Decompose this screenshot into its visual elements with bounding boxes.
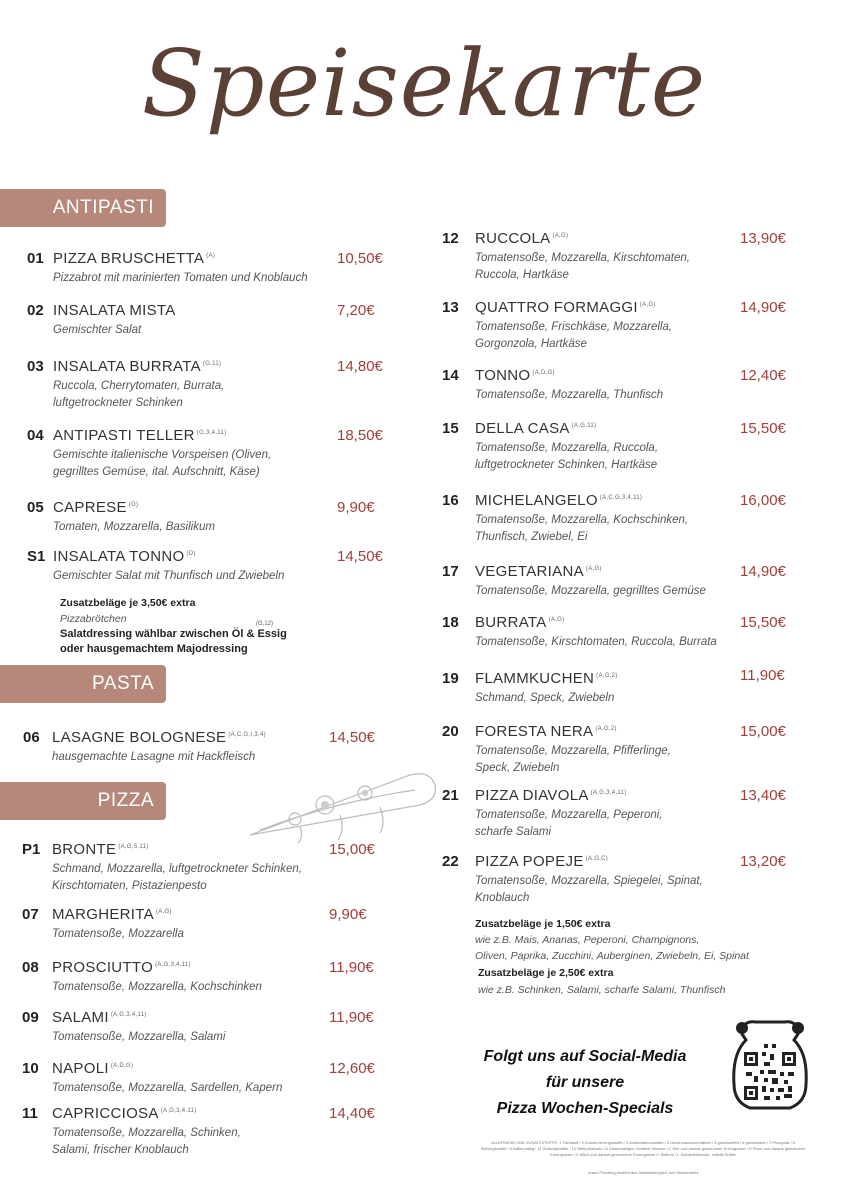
item-name [475, 299, 656, 316]
item-name [475, 492, 642, 509]
menu-title: Speisekarte [141, 30, 707, 137]
item-description [52, 861, 302, 895]
item-allergens: (A,G) [639, 302, 656, 308]
item-description [475, 387, 663, 404]
description-line: Gemischte italienische Vorspeisen (Oliven, [53, 449, 272, 461]
item-name [52, 1009, 147, 1026]
item-allergens: (A,G,5,11) [118, 844, 149, 850]
item-allergens: (A,D,G) [532, 370, 555, 376]
item-allergens: (A,G) [585, 566, 602, 572]
item-name-text: SALAMI [52, 1009, 109, 1026]
item-number: 17 [442, 563, 459, 580]
item-allergens: (A,G,3,4,11) [160, 1108, 197, 1114]
item-allergens: (A,G,11) [571, 423, 597, 429]
description-line: Tomatensoße, Mozzarella [52, 928, 184, 940]
description-line: Tomatensoße, Mozzarella, Kochschinken, [475, 514, 689, 526]
item-number: 02 [27, 302, 44, 319]
description-line: Tomatensoße, Mozzarella, Salami [52, 1031, 226, 1043]
item-name-text: MICHELANGELO [475, 492, 598, 509]
description-line: Tomatensoße, Mozzarella, Schinken, [52, 1127, 241, 1139]
item-price: 12,40€ [740, 367, 786, 384]
item-price: 7,20€ [337, 302, 375, 319]
description-line: gegrilltes Gemüse, ital. Aufschnitt, Käse) [53, 466, 260, 478]
description-line: Speck, Zwiebeln [475, 762, 560, 774]
item-number: 19 [442, 670, 459, 687]
item-price: 18,50€ [337, 427, 383, 444]
dough-note: Unser Pizzateig besteht aus Hartweizengrieß und Weizenmehl [587, 1170, 699, 1175]
antipasti-extra-text: Pizzabrötchen [60, 613, 127, 625]
description-line: Tomatensoße, Mozzarella, Ruccola, [475, 442, 659, 454]
dressing-note-1: Salatdressing wählbar zwischen Öl & Essig [60, 628, 287, 640]
item-number: 09 [22, 1009, 39, 1026]
item-price: 15,50€ [740, 614, 786, 631]
item-description [52, 1125, 241, 1159]
qr-code[interactable] [728, 1014, 812, 1114]
item-description [475, 250, 690, 284]
social-line-3: Pizza Wochen-Specials [496, 1100, 674, 1117]
item-name-text: TONNO [475, 367, 531, 384]
item-name [475, 420, 596, 437]
description-line: Schmand, Mozzarella, luftgetrockneter Schinken, [52, 863, 302, 875]
item-number: 08 [22, 959, 39, 976]
pizza-extra-text-1b: Oliven, Paprika, Zucchini, Auberginen, Zwiebeln, Ei, Spinat [475, 950, 749, 962]
item-name [52, 1105, 197, 1122]
item-name-text: INSALATA MISTA [53, 302, 176, 319]
item-allergens: (A) [206, 253, 216, 259]
item-name-text: DELLA CASA [475, 420, 570, 437]
item-allergens: (A,G,C) [585, 856, 609, 862]
item-allergens: (A,C,G,3,4,11) [599, 495, 643, 501]
description-line: Ruccola, Cherrytomaten, Burrata, [53, 380, 225, 392]
item-price: 11,90€ [329, 959, 374, 976]
description-line: Tomatensoße, Mozzarella, Peperoni, [475, 809, 663, 821]
item-description [52, 1080, 282, 1097]
description-line: luftgetrockneter Schinken [53, 397, 183, 409]
item-description [52, 1029, 225, 1046]
description-line: Tomatensoße, Mozzarella, Thunfisch [475, 389, 664, 401]
section-pasta: PASTA [0, 665, 166, 703]
item-price: 13,20€ [740, 853, 786, 870]
description-line: luftgetrockneter Schinken, Hartkäse [475, 459, 658, 471]
item-name-text: FLAMMKUCHEN [475, 670, 595, 687]
item-name [53, 250, 215, 267]
item-number: 14 [442, 367, 459, 384]
item-allergens: (A,G) [548, 617, 565, 623]
item-description [475, 512, 688, 546]
item-price: 13,90€ [740, 230, 786, 247]
item-number: 05 [27, 499, 44, 516]
social-media-note [455, 1044, 715, 1122]
item-allergens: (D) [186, 551, 196, 557]
item-name-text: PIZZA POPEJE [475, 853, 584, 870]
item-name [475, 670, 618, 687]
item-name [475, 367, 555, 384]
description-line: Pizzabrot mit marinierten Tomaten und Knoblauch [53, 272, 308, 284]
item-name-text: NAPOLI [52, 1060, 109, 1077]
item-description [475, 583, 706, 600]
description-line: Gorgonzola, Hartkäse [475, 338, 587, 350]
item-number: 03 [27, 358, 44, 375]
description-line: Tomatensoße, Mozzarella, Kirschtomaten, [475, 252, 690, 264]
item-allergens: (G) [128, 502, 139, 508]
item-allergens: (A,G,2) [595, 726, 617, 732]
item-number: 22 [442, 853, 459, 870]
item-price: 13,40€ [740, 787, 786, 804]
item-price: 14,50€ [337, 548, 383, 565]
description-line: Tomaten, Mozzarella, Basilikum [53, 521, 215, 533]
item-allergens: (A,G) [155, 909, 172, 915]
description-line: Gemischter Salat [53, 324, 142, 336]
item-number: 07 [22, 906, 39, 923]
description-line: Tomatensoße, Mozzarella, Sardellen, Kapern [52, 1082, 283, 1094]
description-line: Gemischter Salat mit Thunfisch und Zwiebeln [53, 570, 285, 582]
item-name [52, 959, 191, 976]
item-description [475, 319, 672, 353]
description-line: Tomatensoße, Mozzarella, Kochschinken [52, 981, 262, 993]
item-number: 12 [442, 230, 459, 247]
item-name-text: RUCCOLA [475, 230, 551, 247]
item-description [52, 749, 255, 766]
description-line: Schmand, Speck, Zwiebeln [475, 692, 615, 704]
description-line: Tomatensoße, Mozzarella, Spiegelei, Spinat, [475, 875, 703, 887]
item-name [53, 499, 138, 516]
item-name-text: CAPRICCIOSA [52, 1105, 159, 1122]
item-allergens: (A,G,3,4,11) [155, 962, 191, 968]
item-description [475, 807, 663, 841]
item-name-text: MARGHERITA [52, 906, 154, 923]
item-price: 11,90€ [329, 1009, 374, 1026]
item-allergens: (A,G,2) [596, 673, 618, 679]
item-allergens: (G,11) [202, 361, 222, 367]
item-name [475, 853, 608, 870]
section-antipasti: ANTIPASTI [0, 189, 166, 227]
item-description [53, 568, 284, 585]
item-number: 06 [23, 729, 40, 746]
item-number: 04 [27, 427, 44, 444]
item-description [53, 447, 271, 481]
item-number: 18 [442, 614, 459, 631]
item-price: 14,40€ [329, 1105, 375, 1122]
item-price: 9,90€ [337, 499, 375, 516]
item-price: 16,00€ [740, 492, 786, 509]
item-name [53, 427, 226, 444]
description-line: Thunfisch, Zwiebel, Ei [475, 531, 588, 543]
item-description [53, 519, 215, 536]
item-price: 11,90€ [740, 667, 785, 684]
description-line: Tomatensoße, Mozzarella, gegrilltes Gemüse [475, 585, 706, 597]
item-price: 15,00€ [740, 723, 786, 740]
description-line: Ruccola, Hartkäse [475, 269, 569, 281]
item-allergens: (A,G) [552, 233, 569, 239]
item-name [52, 729, 266, 746]
antipasti-extra-allergen: (G,12) [256, 621, 274, 627]
description-line: Knoblauch [475, 892, 530, 904]
item-price: 10,50€ [337, 250, 383, 267]
pizza-extra-text-2: wie z.B. Schinken, Salami, scharfe Salami, Thunfisch [478, 984, 726, 996]
item-name [475, 563, 602, 580]
item-name-text: ANTIPASTI TELLER [53, 427, 195, 444]
item-number: S1 [27, 548, 46, 565]
social-line-1: Folgt uns auf Social-Media [483, 1048, 687, 1065]
item-number: 15 [442, 420, 459, 437]
item-name [475, 614, 564, 631]
item-allergens: (A,G,3,4,11) [110, 1012, 147, 1018]
description-line: Tomatensoße, Frischkäse, Mozzarella, [475, 321, 673, 333]
item-number: 20 [442, 723, 459, 740]
item-name-text: INSALATA TONNO [53, 548, 185, 565]
item-number: 16 [442, 492, 459, 509]
description-line: scharfe Salami [475, 826, 552, 838]
item-name-text: BURRATA [475, 614, 547, 631]
item-name [475, 723, 617, 740]
description-line: Kirschtomaten, Pistazienpesto [52, 880, 207, 892]
item-description [475, 634, 717, 651]
item-number: 13 [442, 299, 459, 316]
item-number: 21 [442, 787, 459, 804]
item-number: 11 [22, 1105, 38, 1122]
item-allergens: (A,D,G) [110, 1063, 134, 1069]
item-name-text: INSALATA BURRATA [53, 358, 201, 375]
item-name-text: PIZZA DIAVOLA [475, 787, 589, 804]
item-number: 01 [27, 250, 44, 267]
pizza-extra-text-1a: wie z.B. Mais, Ananas, Peperoni, Champignons, [475, 934, 700, 946]
pizza-slice-illustration [240, 745, 440, 845]
pizza-extra-title-1: Zusatzbeläge je 1,50€ extra [475, 918, 611, 930]
item-name-text: PROSCIUTTO [52, 959, 154, 976]
item-name-text: LASAGNE BOLOGNESE [52, 729, 227, 746]
pizza-extra-title-2: Zusatzbeläge je 2,50€ extra [478, 967, 614, 979]
description-line: Tomatensoße, Kirschtomaten, Ruccola, Burrata [475, 636, 717, 648]
description-line: Tomatensoße, Mozzarella, Pfifferlinge, [475, 745, 671, 757]
item-name [52, 841, 149, 858]
allergen-footer [478, 1140, 808, 1176]
dressing-note-2: oder hausgemachtem Majodressing [60, 643, 248, 655]
item-price: 15,50€ [740, 420, 786, 437]
item-name-text: PIZZA BRUSCHETTA [53, 250, 205, 267]
item-description [475, 873, 703, 907]
item-name [53, 358, 221, 375]
item-description [52, 979, 262, 996]
item-name-text: VEGETARIANA [475, 563, 584, 580]
item-name [53, 548, 196, 565]
item-price: 14,90€ [740, 299, 786, 316]
section-pizza: PIZZA [0, 782, 166, 820]
item-price: 9,90€ [329, 906, 367, 923]
item-description [53, 378, 224, 412]
item-name [475, 230, 568, 247]
description-line: Salami, frischer Knoblauch [52, 1144, 189, 1156]
item-description [53, 322, 141, 339]
item-name-text: FORESTA NERA [475, 723, 594, 740]
item-description [52, 926, 184, 943]
item-name [52, 906, 172, 923]
item-price: 12,60€ [329, 1060, 375, 1077]
item-name-text: BRONTE [52, 841, 117, 858]
item-description [53, 270, 308, 287]
item-name [53, 302, 178, 319]
item-price: 15,00€ [329, 841, 375, 858]
item-number: 10 [22, 1060, 39, 1077]
allergen-list: ALLERGENE UND ZUSATZSTOFFE: 1 Farbstoff / 2 Konservierungsstoffe / 3 Antioxidationsmittel / 4 Geschmacksverstärker / 5 geschwefelt / 6 geschwärzt / 7 Phosphat / 8 Süßungsmittel / 9 koffeinhaltig / 11 Süßungsmittel / 12 Nitritpökelsalz / A Glutenhaltiges Getreide Weizen / C Eier und daraus gewonnene Erzeugnisse / D Fisch und daraus gewonnene Erzeugnisse / G Milch und daraus gewonnene Erzeugnisse / I Sellerie / L Schwefeldioxide, enthält Sulfite [480, 1140, 806, 1157]
item-name-text: QUATTRO FORMAGGI [475, 299, 638, 316]
item-name [52, 1060, 133, 1077]
item-name [475, 787, 627, 804]
item-description [475, 440, 658, 474]
item-description [475, 743, 671, 777]
item-description [475, 690, 614, 707]
item-name-text: CAPRESE [53, 499, 127, 516]
social-line-2: für unsere [545, 1074, 625, 1091]
item-price: 14,50€ [329, 729, 375, 746]
item-number: P1 [22, 841, 41, 858]
item-allergens: (A,C,G,I,3,4) [228, 732, 266, 738]
item-price: 14,90€ [740, 563, 786, 580]
item-price: 14,80€ [337, 358, 383, 375]
item-allergens: (A,G,3,4,11) [590, 790, 627, 796]
item-allergens: (G,3,4,11) [196, 430, 227, 436]
antipasti-extra-title: Zusatzbeläge je 3,50€ extra [60, 597, 196, 609]
description-line: hausgemachte Lasagne mit Hackfleisch [52, 751, 256, 763]
